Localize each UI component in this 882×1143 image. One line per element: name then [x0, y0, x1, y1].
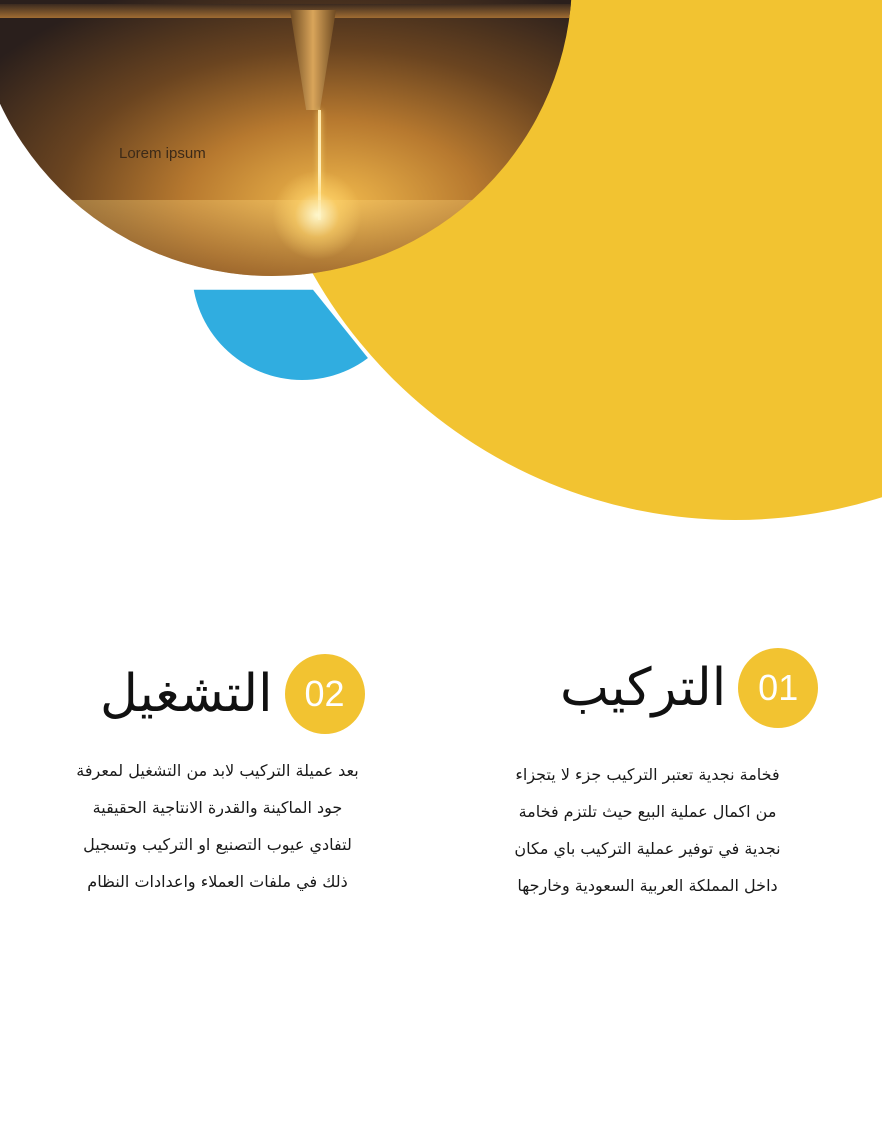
text-line: ذلك في ملفات العملاء واعدادات النظام — [87, 872, 348, 891]
text-line: جود الماكينة والقدرة الانتاجية الحقيقية — [92, 798, 343, 817]
section-heading-installation — [560, 648, 818, 728]
laser-glow — [272, 170, 362, 260]
section-title: التركيب — [560, 658, 727, 718]
machine-rail — [0, 4, 572, 18]
photo-caption: Lorem ipsum — [119, 145, 206, 162]
laser-engraving-photo — [0, 0, 572, 276]
text-line: بعد عميلة التركيب لابد من التشغيل لمعرفة — [76, 761, 359, 780]
section-text-operation — [55, 752, 380, 900]
text-line: لتفادي عيوب التصنيع او التركيب وتسجيل — [83, 835, 352, 854]
section-number-badge: 02 — [285, 654, 365, 734]
section-heading-operation — [100, 654, 365, 734]
text-line: نجدية في توفير عملية التركيب باي مكان — [514, 839, 781, 858]
text-line: فخامة نجدية تعتبر التركيب جزء لا يتجزاء — [515, 765, 780, 784]
text-line: داخل المملكة العربية السعودية وخارجها — [517, 876, 778, 895]
laser-nozzle — [290, 10, 336, 110]
section-text-installation — [490, 756, 805, 904]
section-title: التشغيل — [100, 664, 273, 724]
section-number-badge: 01 — [738, 648, 818, 728]
text-line: من اكمال عملية البيع حيث تلتزم فخامة — [518, 802, 777, 821]
